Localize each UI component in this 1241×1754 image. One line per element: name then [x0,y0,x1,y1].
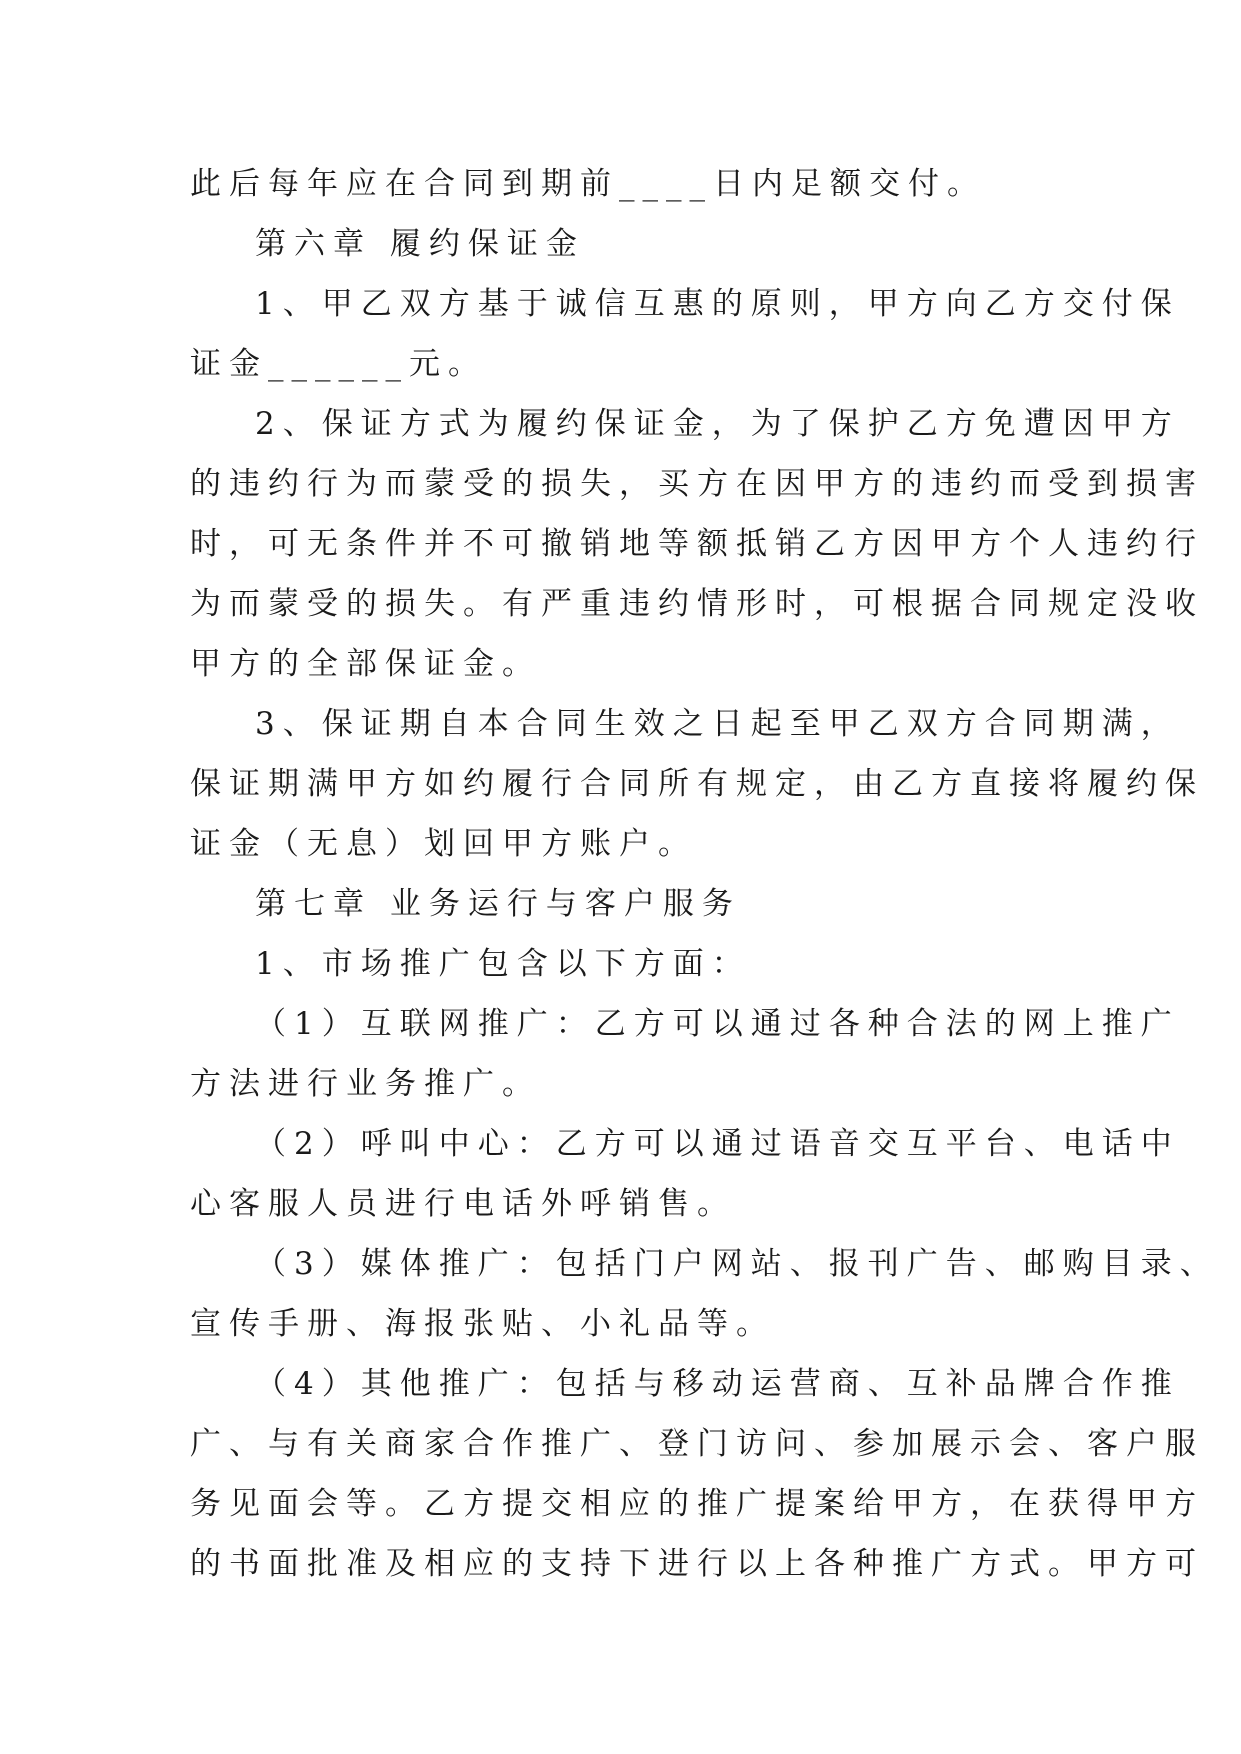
paragraph-line: 宣传手册、海报张贴、小礼品等。 [190,1306,775,1342]
paragraph-line: 为而蒙受的损失。有严重违约情形时，可根据合同规定没收 [190,586,1204,622]
paragraph-line: 此后每年应在合同到期前____日内足额交付。 [190,166,986,202]
paragraph-line: 证金______元。 [190,346,487,382]
paragraph-line: 2、保证方式为履约保证金，为了保护乙方免遭因甲方 [255,406,1180,442]
paragraph-line: 证金（无息）划回甲方账户。 [190,826,697,862]
paragraph-line: （2）呼叫中心：乙方可以通过语音交互平台、电话中 [255,1126,1180,1162]
paragraph-line: 甲方的全部保证金。 [190,646,541,682]
paragraph-line: 方法进行业务推广。 [190,1066,541,1102]
paragraph-line: 时，可无条件并不可撤销地等额抵销乙方因甲方个人违约行 [190,526,1204,562]
paragraph-line: 心客服人员进行电话外呼销售。 [190,1186,736,1222]
paragraph-line: 1、甲乙双方基于诚信互惠的原则，甲方向乙方交付保 [255,286,1180,322]
paragraph-line: （1）互联网推广：乙方可以通过各种合法的网上推广 [255,1006,1180,1042]
paragraph-line: 3、保证期自本合同生效之日起至甲乙双方合同期满， [255,706,1180,742]
paragraph-line: 务见面会等。乙方提交相应的推广提案给甲方，在获得甲方 [190,1486,1204,1522]
paragraph-line: 的违约行为而蒙受的损失，买方在因甲方的违约而受到损害 [190,466,1204,502]
paragraph-line: （4）其他推广：包括与移动运营商、互补品牌合作推 [255,1366,1180,1402]
paragraph-line: 1、市场推广包含以下方面： [255,946,751,982]
paragraph-line: 的书面批准及相应的支持下进行以上各种推广方式。甲方可 [190,1546,1204,1582]
chapter-heading: 第七章 业务运行与客户服务 [255,886,741,922]
chapter-heading: 第六章 履约保证金 [255,226,585,262]
paragraph-line: 保证期满甲方如约履行合同所有规定，由乙方直接将履约保 [190,766,1204,802]
paragraph-line: （3）媒体推广：包括门户网站、报刊广告、邮购目录、 [255,1246,1219,1282]
paragraph-line: 广、与有关商家合作推广、登门访问、参加展示会、客户服 [190,1426,1204,1462]
